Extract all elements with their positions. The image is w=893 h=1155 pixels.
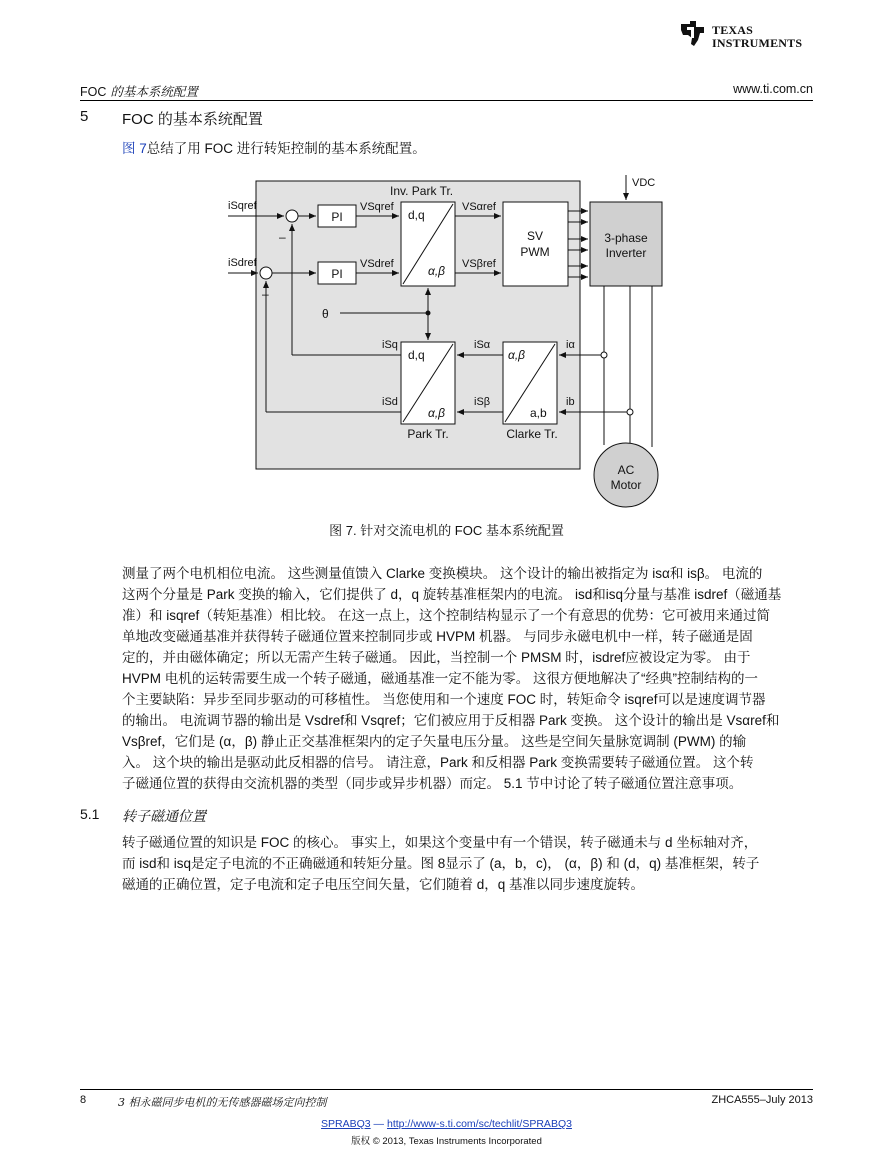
body-line: 的输出。 电流调节器的输出是 Vsdref和 Vsqref；它们被应用于反相器 Park 变换。 这个设计的输出是 Vsαref和 [122, 713, 780, 728]
label-isqref: iSqref [228, 200, 257, 212]
body-line: 单地改变磁通基准并获得转子磁通位置来控制同步或 HVPM 机器。 与同步永磁电机中一样，转子磁通是固 [122, 629, 753, 644]
footer-doc-title: 3 相永磁同步电机的无传感器磁场定向控制 [118, 1096, 327, 1109]
label-park-title: Park Tr. [407, 427, 449, 441]
page-number: 8 [80, 1094, 87, 1106]
running-header-title: FOC 的基本系统配置 [80, 84, 198, 99]
label-minus-d: – [262, 287, 269, 301]
body-line: 转子磁通位置的知识是 FOC 的核心。 事实上，如果这个变量中有一个错误，转子磁通未与 d 坐标轴对齐， [122, 835, 758, 850]
label-vsqref: VSqref [360, 201, 394, 213]
header-rule [80, 100, 813, 101]
sum-junction-d [260, 267, 272, 279]
label-inv-dq: d,q [408, 208, 425, 222]
label-pi-q: PI [331, 210, 343, 224]
footer-doc-id: ZHCA555–July 2013 [711, 1094, 813, 1106]
label-sv: SV [526, 229, 544, 243]
header-website[interactable]: www.ti.com.cn [733, 82, 813, 96]
footer-rule [80, 1089, 813, 1090]
label-motor-2: Motor [610, 478, 642, 492]
foc-block-diagram [0, 165, 893, 515]
footer-copyright: 版权 © 2013, Texas Instruments Incorporated [351, 1136, 542, 1147]
label-park-ab: α,β [428, 406, 446, 420]
body-line: 磁通的正确位置，定子电流和定子电压空间矢量，它们随着 d，q 基准以同步速度旋转。 [122, 877, 645, 892]
footer-link[interactable]: SPRABQ3 — http://www-s.ti.com/sc/techlit/SPRABQ3 [321, 1118, 572, 1130]
body-line: 定的，并由磁体确定；所以无需产生转子磁通。 因此，当控制一个 PMSM 时，isdref应被设定为零。 由于 [122, 650, 751, 665]
subsection-title: 转子磁通位置 [122, 809, 206, 825]
label-pwm: PWM [520, 245, 550, 259]
label-inverter-2: Inverter [605, 246, 647, 260]
texas-instruments-logo-icon [678, 18, 708, 53]
label-isq: iSq [382, 339, 398, 351]
footer-link-id[interactable]: SPRABQ3 [321, 1118, 371, 1130]
label-inv-ab: α,β [428, 264, 446, 278]
label-theta: θ [322, 307, 329, 321]
subsection-number: 5.1 [80, 806, 100, 822]
label-vdc: VDC [632, 177, 656, 189]
label-minus-q: – [279, 230, 286, 244]
section-title: FOC 的基本系统配置 [122, 111, 263, 128]
sum-junction-q [286, 210, 298, 222]
label-isdref: iSdref [228, 257, 257, 269]
label-park-dq: d,q [408, 348, 425, 362]
label-clarke-title: Clarke Tr. [506, 427, 558, 441]
body-line: 入。 这个块的输出是驱动此反相器的信号。 请注意，Park 和反相器 Park 变换需要转子磁通位置。 这个转 [122, 755, 754, 770]
footer-link-url[interactable]: http://www-s.ti.com/sc/techlit/SPRABQ3 [386, 1118, 572, 1130]
section-intro: 图 7总结了用 FOC 进行转矩控制的基本系统配置。 [122, 141, 426, 156]
label-isa: iSα [474, 339, 491, 351]
label-isb: iSβ [474, 396, 491, 408]
svpwm-block [503, 202, 568, 286]
subsection-paragraph [122, 832, 812, 895]
brand-name: TEXAS INSTRUMENTS [712, 23, 803, 50]
label-ib: ib [566, 396, 575, 408]
label-inv-park: Inv. Park Tr. [390, 184, 454, 198]
body-line: 而 isd和 isq是定子电流的不正确磁通和转矩分量。图 8显示了 (a，b，c)， (α，β) 和 (d，q) 基准框架，转子 [122, 856, 760, 871]
body-line: 测量了两个电机相位电流。 这些测量值馈入 Clarke 变换模块。 这个设计的输出被指定为 isα和 isβ。 电流的 [122, 566, 763, 581]
body-line: 子磁通位置的获得由交流机器的类型（同步或异步机器）而定。 5.1 节中讨论了转子磁通位置注意事项。 [122, 776, 743, 791]
body-paragraph [122, 563, 812, 794]
body-line: 个主要缺陷：异步至同步驱动的可移植性。 当您使用和一个速度 FOC 时，转矩命令 isqref可以是速度调节器 [122, 692, 766, 707]
label-pi-d: PI [331, 267, 343, 281]
label-inverter-1: 3-phase [604, 231, 648, 245]
body-line: 这两个分量是 Park 变换的输入，它们提供了 d，q 旋转基准框架内的电流。 isd和isq分量与基准 isdref（磁通基 [122, 587, 782, 602]
label-clarke-ab: a,b [530, 406, 547, 420]
body-line: Vsβref，它们是 (α，β) 静止正交基准框架内的定子矢量电压分量。 这些是空间矢量脉宽调制 (PWM) 的输 [122, 734, 747, 749]
label-motor-1: AC [617, 463, 635, 477]
figure-link[interactable]: 图 7 [122, 141, 147, 156]
label-vsbref: VSβref [462, 258, 496, 270]
label-vsaref: VSαref [462, 201, 496, 213]
body-line: HVPM 电机的运转需要生成一个转子磁通，磁通基准一定不能为零。 这很方便地解决了“经典”控制结构的一 [122, 671, 758, 686]
label-isd: iSd [382, 396, 398, 408]
label-clarke-ab-greek: α,β [508, 348, 526, 362]
body-line: 准）和 isqref（转矩基准）相比较。 在这一点上，这个控制结构显示了一个有意思的优势：它可被用来通过简 [122, 608, 771, 623]
figure-caption: 图 7. 针对交流电机的 FOC 基本系统配置 [329, 523, 564, 538]
label-vsdref: VSdref [360, 258, 394, 270]
label-ia: iα [566, 339, 575, 351]
section-number: 5 [80, 108, 89, 125]
